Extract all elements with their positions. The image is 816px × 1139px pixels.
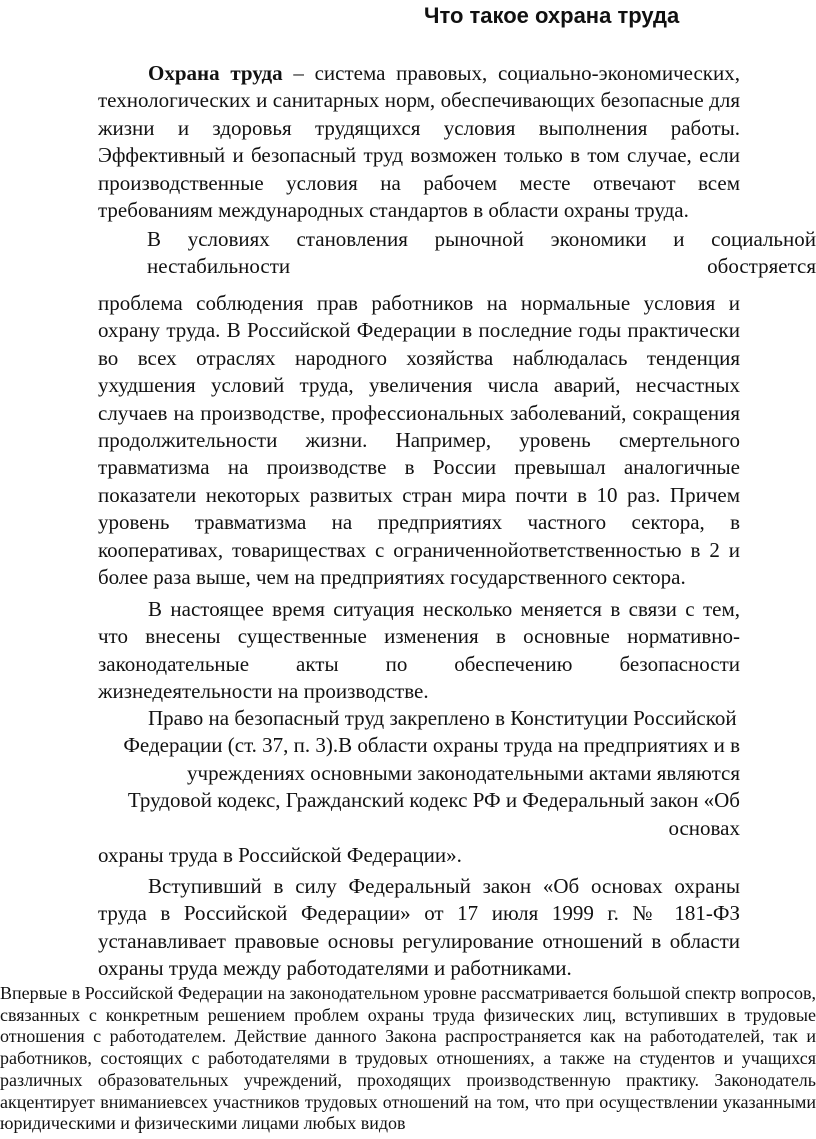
text-line: Трудовой кодекс, Гражданский кодекс РФ и Федеральный закон «Об xyxy=(127,788,740,813)
text-line: Право на безопасный труд закреплено в Конституции Российской xyxy=(148,706,737,730)
text-line: охраны труда в Российской Федерации». xyxy=(98,843,462,868)
paragraph-constitution xyxy=(98,705,740,869)
text-line: учреждениях основными законодательными актами являются xyxy=(187,760,740,785)
paragraph-current-situation: В настоящее время ситуация несколько меняется в связи с тем, что внесены существенные изменения в основные нормативно-законодательные акты по обеспечению безопасности жизнедеятельности на производстве. xyxy=(98,597,740,704)
text-line: Федерации (ст. 37, п. 3).В области охраны труда на предприятиях и в xyxy=(123,733,740,758)
paragraph-law-scope: Впервые в Российской Федерации на законодательном уровне рассматривается большой спектр вопросов, связанных с конкретным решением проблем охраны труда физических лиц, вступивших в трудовые отношения с работодателем. Действие данного Закона распространяется как на работодателей, так и работников, состоящих с работодателями в трудовых отношениях, а также на студентов и учащихся различных образовательных учреждений, проходящих производственную практику. Законодатель акцентирует вниманиевсех участников трудовых отношений на том, что при осуществлении указанными юридическими и физическими лицами любых видов xyxy=(0,983,816,1134)
page-title: Что такое охрана труда xyxy=(424,3,680,28)
term-labor-protection: Охрана труда xyxy=(148,61,283,85)
text-line: основах xyxy=(668,815,740,840)
paragraph-federal-law: Вступивший в силу Федеральный закон «Об основах охраны труда в Российской Федерации» от 17 июля 1999 г. № 181-ФЗ устанавливает правовые основы регулирование отношений в области охраны труда между работодателями и работниками. xyxy=(98,874,740,981)
paragraph-definition xyxy=(98,60,740,224)
paragraph-market-conditions: В условиях становления рыночной экономики и социальной нестабильности обостряется xyxy=(147,227,816,279)
paragraph-rights-problem: проблема соблюдения прав работников на нормальные условия и охрану труда. В Российской Федерации в последние годы практически во всех отраслях народного хозяйства наблюдалась тенденция ухудшения условий труда, увеличения числа аварий, несчастных случаев на производстве, профессиональных заболеваний, сокращения продолжительности жизни. Например, уровень смертельного травматизма на производстве в России превышал аналогичные показатели некоторых развитых стран мира почти в 10 раз. Причем уровень травматизма на предприятиях частного сектора, в кооперативах, товариществах с ограниченнойответственностью в 2 и более раза выше, чем на предприятиях государственного сектора. xyxy=(98,291,740,590)
definition-text: – система правовых, социально-экономических, технологических и санитарных норм, обеспечивающих безопасные для жизни и здоровья трудящихся условия выполнения работы. Эффективный и безопасный труд возможен только в том случае, если производственные условия на рабочем месте отвечают всем требованиям международных стандартов в области охраны труда. xyxy=(98,61,740,223)
